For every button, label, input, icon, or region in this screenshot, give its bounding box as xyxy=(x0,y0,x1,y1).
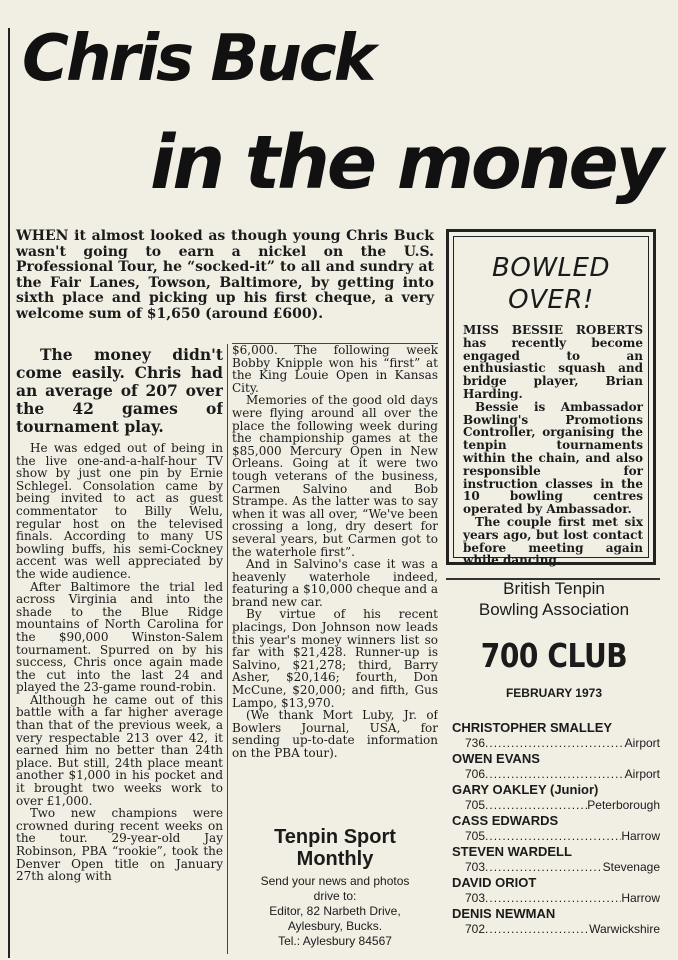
member-name: GARY OAKLEY (Junior) xyxy=(452,782,599,797)
notice-address-line: Editor, 82 Narbeth Drive, xyxy=(269,904,401,918)
box-title-line-2: OVER! xyxy=(508,285,594,315)
list-item xyxy=(448,750,660,781)
leader-dots xyxy=(485,736,625,750)
list-item xyxy=(448,812,660,843)
leader-dots xyxy=(485,767,625,781)
tenpin-sport-monthly-notice xyxy=(232,826,438,949)
member-centre: Stevenage xyxy=(602,860,660,874)
article-paragraph: Memories of the good old days were flying around all over the place the following week during the championship games at the $85,000 Mercury Open in New Orleans. Going at it were two tough veterans of the business, Carmen Salvino and Bob Strampe. As the latter was to say when it was all over, “We've been crossing a long, dry desert for several years, but Carmen got to the waterhole first”. xyxy=(232,393,438,559)
member-name: STEVEN WARDELL xyxy=(452,844,572,859)
leader-dots xyxy=(485,891,621,905)
notice-phone: Tel.: Aylesbury 84567 xyxy=(278,934,392,948)
notice-line: drive to: xyxy=(313,889,357,903)
member-centre: Warwickshire xyxy=(589,922,660,936)
article-paragraph: Although he came out of this battle with a far higher average than that of the previous week, a very respectable 213 over 42, it earned him no better than 24th place. But still, 24th place meant another $1,000 in his pocket and it brought two weeks work to over £1,000. xyxy=(16,692,223,808)
leader-dots xyxy=(485,922,589,936)
leader-dots xyxy=(485,829,621,843)
box-title-line-1: BOWLED xyxy=(492,253,610,283)
member-name: CHRISTOPHER SMALLEY xyxy=(452,720,613,735)
club-month: FEBRUARY 1973 xyxy=(505,686,603,700)
left-rule xyxy=(8,28,10,958)
box-title xyxy=(449,252,653,316)
article-paragraph: He was edged out of being in the live one-and-a-half-hour TV show by just one pin by Ernie Schlegel. Consolation came by being invited to act as guest commentator to Billy Welu, regular host on the televised finals. According to many US bowling buffs, his semi-Cockney accent was well appreciated by the wide audience. xyxy=(16,441,223,581)
member-name: DAVID ORIOT xyxy=(452,875,537,890)
list-item xyxy=(448,781,660,812)
box-paragraph: MISS BESSIE ROBERTS has recently become engaged to an enthusiastic squash and bridge player, Brian Harding. xyxy=(463,323,643,401)
article-paragraph: $6,000. The following week Bobby Knipple won his “first” at the King Louie Open in Kansas City. xyxy=(232,344,438,395)
association-line-2: Bowling Association xyxy=(478,600,630,619)
list-item xyxy=(448,843,660,874)
lead-paragraph: WHEN it almost looked as though young Chris Buck wasn't going to earn a nickel on the U.S. Professional Tour, he “socked-it” to all and sundry at the Fair Lanes, Towson, Baltimore, by getting into sixth place and picking up his first cheque, a very welcome sum of $1,650 (around £600). xyxy=(16,228,434,322)
member-centre: Airport xyxy=(624,767,660,781)
member-score: 706 xyxy=(465,767,486,781)
member-score-line xyxy=(448,736,660,750)
member-centre: Airport xyxy=(624,736,660,750)
headline-line-1: Chris Buck xyxy=(22,22,374,96)
intro-paragraph: The money didn't come easily. Chris had an average of 207 over the 42 games of tournament play. xyxy=(16,346,223,436)
notice-title-line-2: Monthly xyxy=(296,848,374,870)
association-name xyxy=(448,578,660,620)
member-score: 702 xyxy=(465,922,486,936)
notice-title-line-1: Tenpin Sport xyxy=(274,826,396,848)
leader-dots xyxy=(485,860,603,874)
member-score-line xyxy=(448,922,660,936)
member-score: 705 xyxy=(465,829,486,843)
member-score: 705 xyxy=(465,798,486,812)
member-score: 703 xyxy=(465,891,486,905)
article-column-2 xyxy=(232,344,438,830)
article-paragraph: By virtue of his recent placings, Don Johnson now leads this year's money winners list so far with $21,428. Runner-up is Salvino, $21,278; third, Barry Asher, $20,146; fourth, Don McCune, $20,000; and fifth, Gus Lampo, $13,970. xyxy=(232,607,438,710)
club-title: 700 CLUB xyxy=(480,636,628,675)
member-centre: Harrow xyxy=(621,829,660,843)
credit-paragraph: (We thank Mort Luby, Jr. of Bowlers Journal, USA, for sending up-to-date information on the PBA tour). xyxy=(232,708,438,760)
leader-dots xyxy=(485,798,587,812)
box-paragraph: The couple first met six years ago, but lost contact before meeting again while dancing. xyxy=(463,514,643,568)
bowled-over-box xyxy=(446,229,656,568)
member-centre: Harrow xyxy=(621,891,660,905)
association-line-1: British Tenpin xyxy=(503,579,605,598)
box-paragraph: Bessie is Ambassador Bowling's Promotions Controller, organising the tenpin tournaments within the chain, and also responsible for instruction classes in the 10 bowling centres operated by Ambassador. xyxy=(463,399,643,517)
700-club-section xyxy=(448,580,660,936)
article-paragraph: And in Salvino's case it was a heavenly waterhole indeed, featuring a $10,000 cheque and a brand new car. xyxy=(232,557,438,609)
member-name: DENIS NEWMAN xyxy=(452,906,556,921)
member-score-line xyxy=(448,860,660,874)
list-item xyxy=(448,905,660,936)
member-score-line xyxy=(448,829,660,843)
member-name: CASS EDWARDS xyxy=(452,813,559,828)
column-divider xyxy=(227,344,228,954)
member-score-line xyxy=(448,767,660,781)
notice-body xyxy=(232,874,438,949)
article-paragraph: Two new champions were crowned during recent weeks on the tour. 29-year-old Jay Robinson, PBA “rookie”, took the Denver Open title on January 27th along with xyxy=(16,806,223,884)
list-item xyxy=(448,874,660,905)
notice-address-line: Aylesbury, Bucks. xyxy=(287,919,383,933)
list-item xyxy=(448,719,660,750)
member-list xyxy=(448,719,660,936)
article-paragraph: After Baltimore the trial led across Virginia and into the shade to the Blue Ridge mountains of North Carolina for the $90,000 Winston-Salem tournament. Spurred on by his success, Chris once again made the cut into the last 24 and played the 23-game round-robin. xyxy=(16,579,223,695)
member-score: 736 xyxy=(465,736,486,750)
member-centre: Peterborough xyxy=(587,798,660,812)
notice-line: Send your news and photos xyxy=(260,874,410,888)
member-score-line xyxy=(448,798,660,812)
member-score-line xyxy=(448,891,660,905)
member-score: 703 xyxy=(465,860,486,874)
headline-line-2: in the money xyxy=(150,120,661,206)
article-column-1 xyxy=(16,346,223,958)
member-name: OWEN EVANS xyxy=(452,751,540,766)
box-text xyxy=(463,324,643,567)
